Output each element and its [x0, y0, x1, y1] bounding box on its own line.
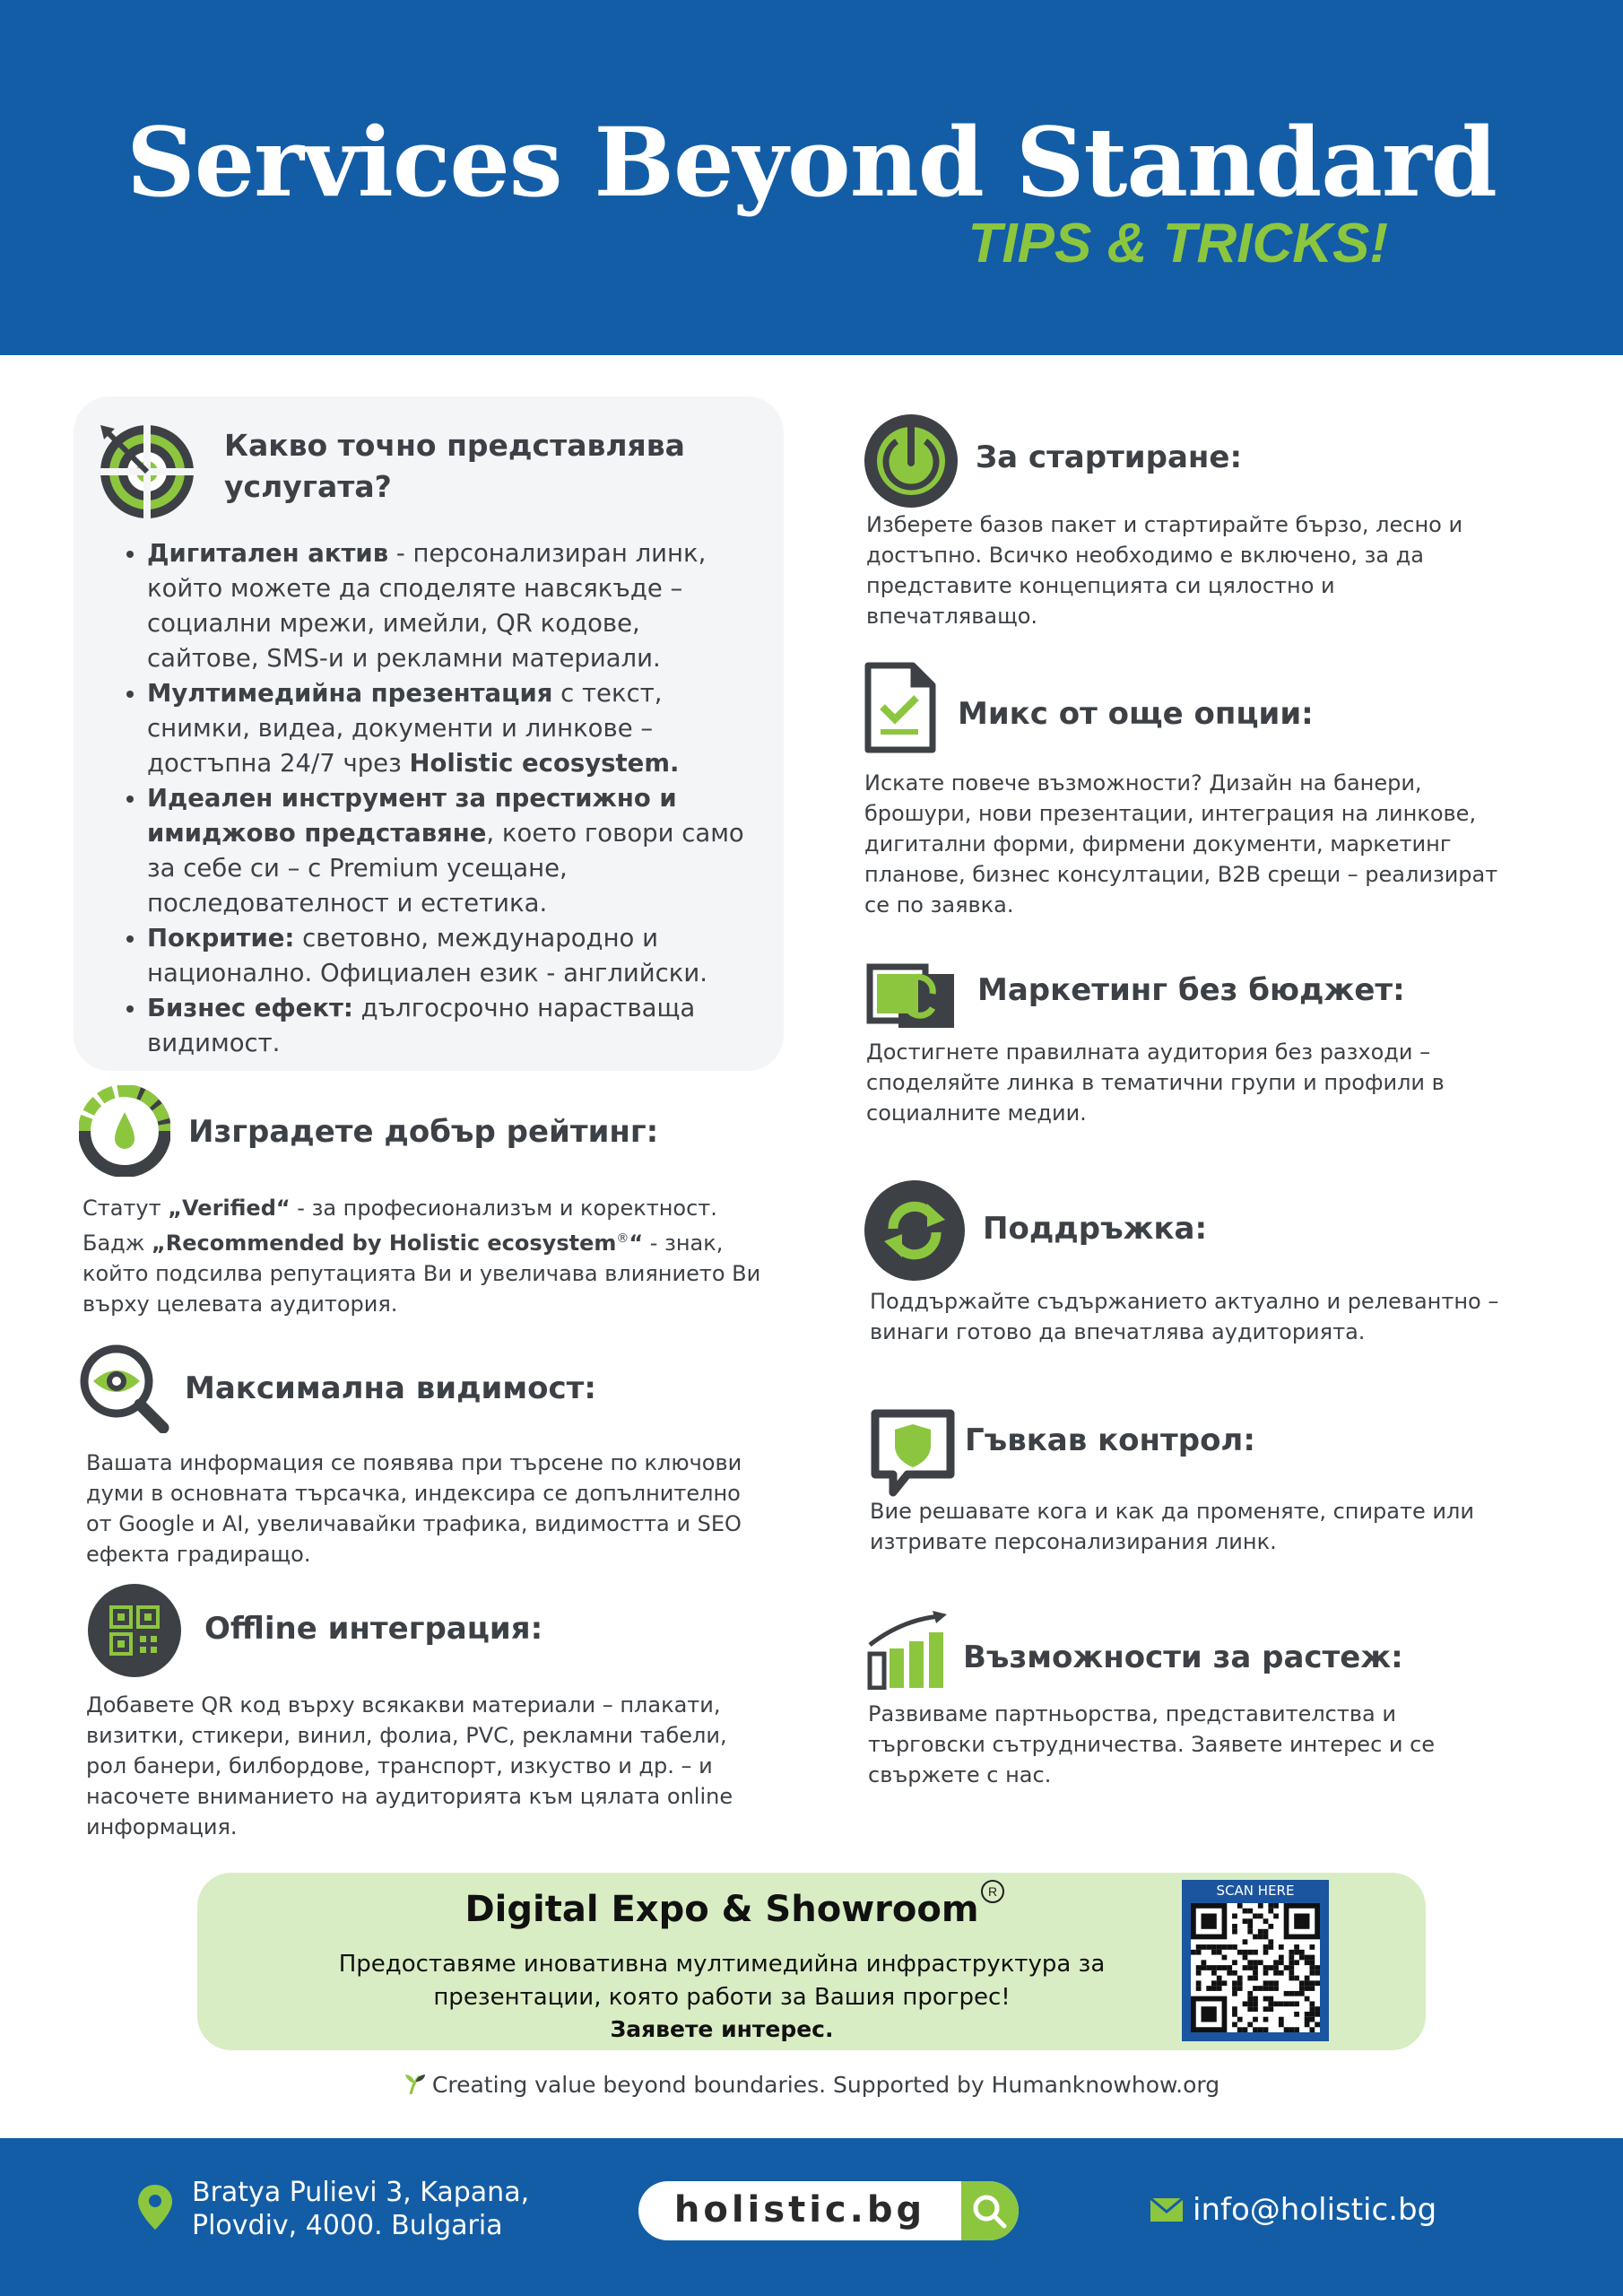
target-icon [95, 420, 195, 520]
rating-section [79, 1085, 778, 1318]
control-section [868, 1408, 1549, 1570]
qr-pattern [1191, 1903, 1320, 2032]
sprout-icon [404, 2073, 427, 2096]
visibility-text: Вашата информация се появява при търсене по ключови думи в основната търсачка, индексира се допълнително от Google и AI, увеличавайки трафика, видимостта и SEO ефекта градиращо. [86, 1450, 742, 1567]
shield-chat-icon [868, 1408, 958, 1498]
mix-section [864, 662, 1546, 931]
support-title: Поддръжка: [983, 1211, 1208, 1247]
email-link[interactable]: info@holistic.bg [1193, 2192, 1437, 2228]
support-section [864, 1180, 1546, 1351]
list-item: • Дигитален актив - персонализиран линк, който можете да споделяте навсякъде – социални мрежи, имейли, QR кодове, сайтове, SMS-и и рекламни материали. [147, 536, 750, 676]
offline-text: Добавете QR код върху всякакви материали – плакати, визитки, стикери, винил, фолиа, PVC, рекламни табели, рол банери, билбордове, транспорт, изкуство и др. – и насочете вниманието на аудиторията към цялата online информация. [86, 1692, 733, 1839]
address [192, 2176, 529, 2242]
growth-section [866, 1611, 1548, 1790]
qr-label: SCAN HERE [1216, 1883, 1295, 1899]
digital-expo-panel [197, 1873, 1426, 2050]
list-item: • Бизнес ефект: дългосрочно нарастваща видимост. [147, 991, 750, 1061]
tagline [0, 2072, 1623, 2098]
footer [0, 2138, 1623, 2296]
what-list [140, 536, 750, 1061]
what-title: Какво точно представлява услугата? [224, 428, 685, 504]
mix-text: Искате повече възможности? Дизайн на банери, брошури, нови презентации, интеграция на линкове, дигитални форми, фирмени документи, маркетинг планове, бизнес консултации, B2B срещи – реализират се по заявка. [864, 770, 1498, 918]
registered-mark: R [981, 1880, 1004, 1903]
mix-title: Микс от още опции: [958, 696, 1314, 732]
offline-section [86, 1584, 785, 1844]
rating-text: Статут „Verified“ - за професионализъм и коректност. Бадж „Recommended by Holistic ecosystem®“ - знак, който подсилва репутацията Ви и увеличава влиянието Ви върху целевата аудитория. [82, 1196, 761, 1317]
start-title: За стартиране: [976, 439, 1243, 475]
page-subtitle: TIPS & TRICKS! [968, 213, 1388, 274]
expo-title: Digital Expo & Showroom [464, 1889, 979, 1930]
marketing-text: Достигнете правилната аудитория без разходи – споделяйте линка в тематични групи и профили в социалните медии. [866, 1039, 1445, 1126]
marketing-title: Маркетинг без бюджет: [977, 972, 1405, 1008]
tagline-text: Creating value beyond boundaries. Supported by Humanknowhow.org [431, 2072, 1220, 2098]
growth-title: Възможности за растеж: [963, 1639, 1403, 1675]
list-item: • Мултимедийна презентация с текст, снимки, видеа, документи и линкове – достъпна 24/7 чрез Holistic ecosystem. [147, 676, 750, 781]
support-text: Поддържайте съдържанието актуално и релевантно – винаги готово да впечатлява аудиторията. [870, 1289, 1499, 1344]
qr-image [1191, 1903, 1320, 2032]
visibility-section [79, 1344, 778, 1568]
service-description-box [74, 396, 784, 1071]
list-item: • Идеален инструмент за престижно и имиджово представяне, което говори само за себе си – с Premium усещане, последователност и естетика. [147, 781, 750, 921]
search-icon [961, 2181, 1019, 2240]
power-icon [864, 414, 958, 508]
list-item: • Покритие: световно, международно и национално. Официален език - английски. [147, 921, 750, 991]
refresh-icon [864, 1180, 965, 1281]
qr-code[interactable] [1182, 1880, 1329, 2041]
eye-magnifier-icon [79, 1344, 170, 1433]
growth-chart-icon [866, 1611, 949, 1690]
offline-title: Offline интеграция: [204, 1611, 543, 1647]
website-text[interactable]: holistic.bg [673, 2189, 926, 2231]
gauge-icon [79, 1085, 170, 1177]
website-searchbar[interactable] [638, 2181, 1019, 2240]
marketing-section [866, 963, 1548, 1143]
page-title: Services Beyond Standard [126, 106, 1497, 218]
expo-cta: Заявете интерес. [610, 2016, 834, 2042]
search-button[interactable] [961, 2181, 1019, 2240]
mail-icon [1150, 2197, 1184, 2222]
start-text: Изберете базов пакет и стартирайте бързо, лесно и достъпно. Всичко необходимо е включено, за да представите концепцията си цялостно и впечатляващо. [866, 512, 1463, 629]
control-text: Вие решавате кога и как да променяте, спирате или изтривате персонализирания линк. [870, 1499, 1474, 1554]
document-check-icon [864, 662, 936, 753]
header-banner [0, 0, 1623, 355]
start-section [864, 411, 1546, 635]
control-title: Гъвкав контрол: [965, 1422, 1255, 1458]
expo-text: Предоставяме иновативна мултимедийна инфраструктура за презентации, която работи за Вашия прогрес! [338, 1951, 1106, 2011]
qr-code-icon [88, 1584, 181, 1677]
rating-title: Изградете добър рейтинг: [188, 1114, 659, 1150]
money-exchange-icon [866, 963, 958, 1031]
address-line-2: Plovdiv, 4000. Bulgaria [192, 2210, 503, 2241]
growth-text: Развиваме партньорства, представителства и търговски сътрудничества. Заявете интерес и се свържете с нас. [868, 1701, 1436, 1787]
address-line-1: Bratya Pulievi 3, Kapana, [192, 2177, 530, 2208]
visibility-title: Максимална видимост: [185, 1370, 596, 1406]
location-pin-icon [136, 2183, 174, 2231]
